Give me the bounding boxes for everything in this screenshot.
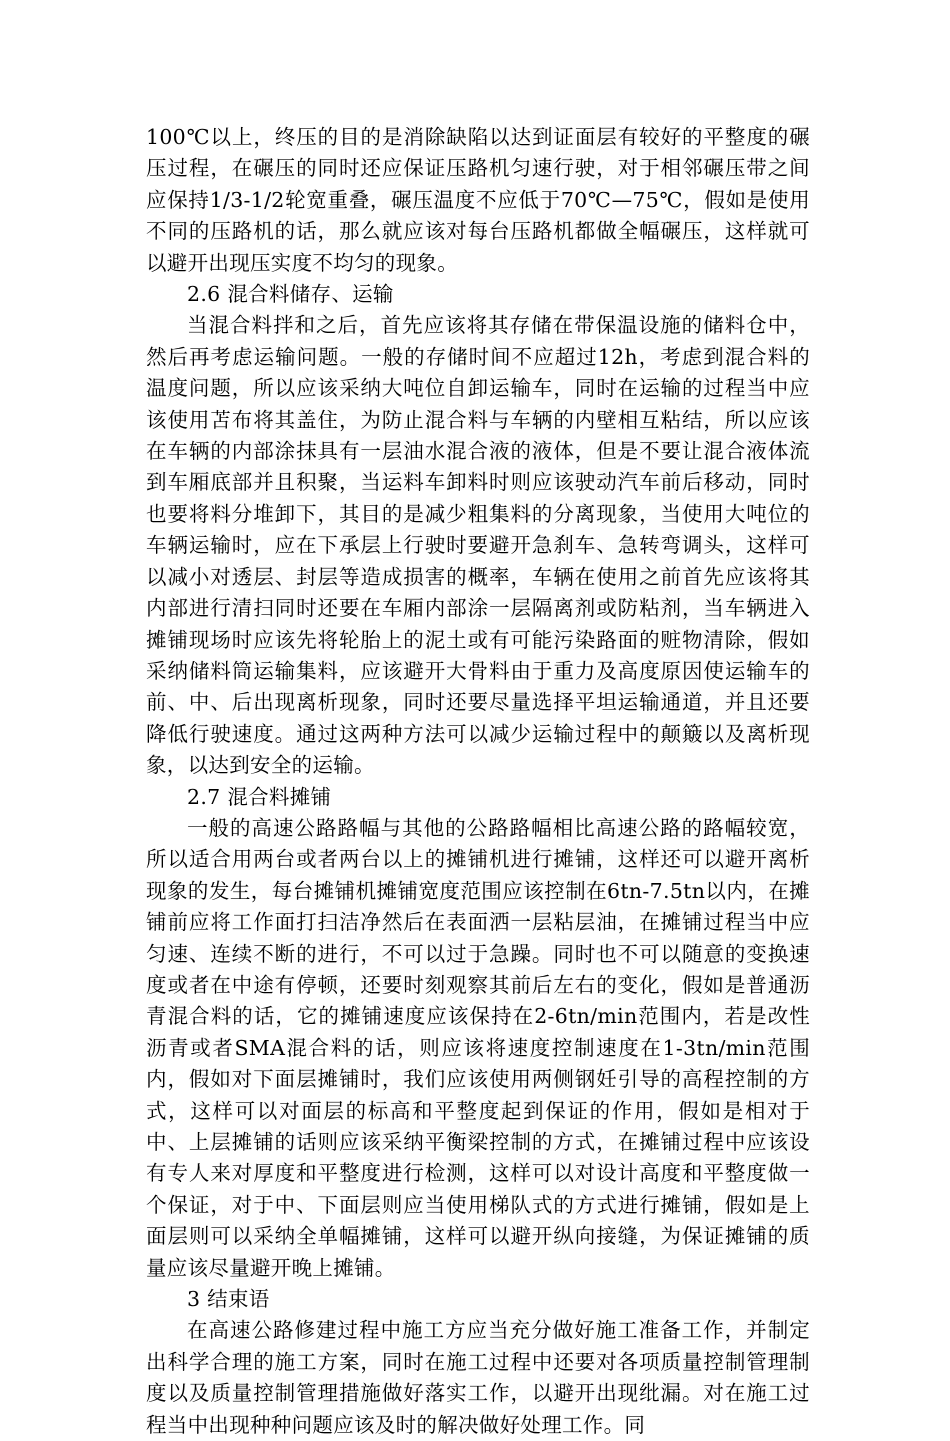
- paragraph-compaction-end: 100℃以上，终压的目的是消除缺陷以达到证面层有较好的平整度的碾压过程，在碾压的同时还应保证压路机匀速行驶，对于相邻碾压带之间应保持1/3-1/2轮宽重叠，碾压温度不应低于70℃—75℃，假如是使用不同的压路机的话，那么就应该对每台压路机都做全幅碾压，这样就可以避开出现压实度不均匀的现象。: [146, 125, 810, 275]
- heading-section-2-6: 2.6 混合料储存、运输: [187, 282, 394, 307]
- heading-section-3: 3 结束语: [187, 1287, 270, 1312]
- heading-section-2-7: 2.7 混合料摊铺: [187, 784, 332, 809]
- paragraph-conclusion: 在高速公路修建过程中施工方应当充分做好施工准备工作，并制定出科学合理的施工方案，同时在施工过程中还要对各项质量控制管理制度以及质量控制管理措施做好落实工作，以避开出现纰漏。对在施工过程当中出现种种问题应该及时的解决做好处理工作。同: [146, 1318, 810, 1437]
- paragraph-paving: 一般的高速公路路幅与其他的公路路幅相比高速公路的路幅较宽，所以适合用两台或者两台以上的摊铺机进行摊铺，这样还可以避开离析现象的发生，每台摊铺机摊铺宽度范围应该控制在6tn-7.5tn以内，在摊铺前应将工作面打扫洁净然后在表面洒一层粘层油，在摊铺过程当中应匀速、连续不断的进行，不可以过于急躁。同时也不可以随意的变换速度或者在中途有停顿，还要时刻观察其前后左右的变化，假如是普通沥青混合料的话，它的摊铺速度应该保持在2-6tn/min范围内，若是改性沥青或者SMA混合料的话，则应该将速度控制速度在1-3tn/min范围内，假如对下面层摊铺时，我们应该使用两侧钢妊引导的高程控制的方式，这样可以对面层的标高和平整度起到保证的作用，假如是相对于中、上层摊铺的话则应该采纳平衡梁控制的方式，在摊铺过程中应该设有专人来对厚度和平整度进行检测，这样可以对设计高度和平整度做一个保证，对于中、下面层则应当使用梯队式的方式进行摊铺，假如是上面层则可以采纳全单幅摊铺，这样可以避开纵向接缝，为保证摊铺的质量应该尽量避开晚上摊铺。: [146, 815, 810, 1280]
- document-page: [146, 122, 810, 1441]
- paragraph-storage-transport: 当混合料拌和之后，首先应该将其存储在带保温设施的储料仓中，然后再考虑运输问题。一般的存储时间不应超过12h，考虑到混合料的温度问题，所以应该采纳大吨位自卸运输车，同时在运输的过程当中应该使用苫布将其盖住，为防止混合料与车辆的内壁相互粘结，所以应该在车辆的内部涂抹具有一层油水混合液的液体，但是不要让混合液体流到车厢底部并且积聚，当运料车卸料时则应该驶动汽车前后移动，同时也要将料分堆卸下，其目的是减少粗集料的分离现象，当使用大吨位的车辆运输时，应在下承层上行驶时要避开急刹车、急转弯调头，这样可以减小对透层、封层等造成损害的概率，车辆在使用之前首先应该将其内部进行清扫同时还要在车厢内部涂一层隔离剂或防粘剂，当车辆进入摊铺现场时应该先将轮胎上的泥土或有可能污染路面的赃物清除，假如采纳储料筒运输集料，应该避开大骨料由于重力及高度原因使运输车的前、中、后出现离析现象，同时还要尽量选择平坦运输通道，并且还要降低行驶速度。通过这两种方法可以减少运输过程中的颠簸以及离析现象，以达到安全的运输。: [146, 313, 810, 778]
